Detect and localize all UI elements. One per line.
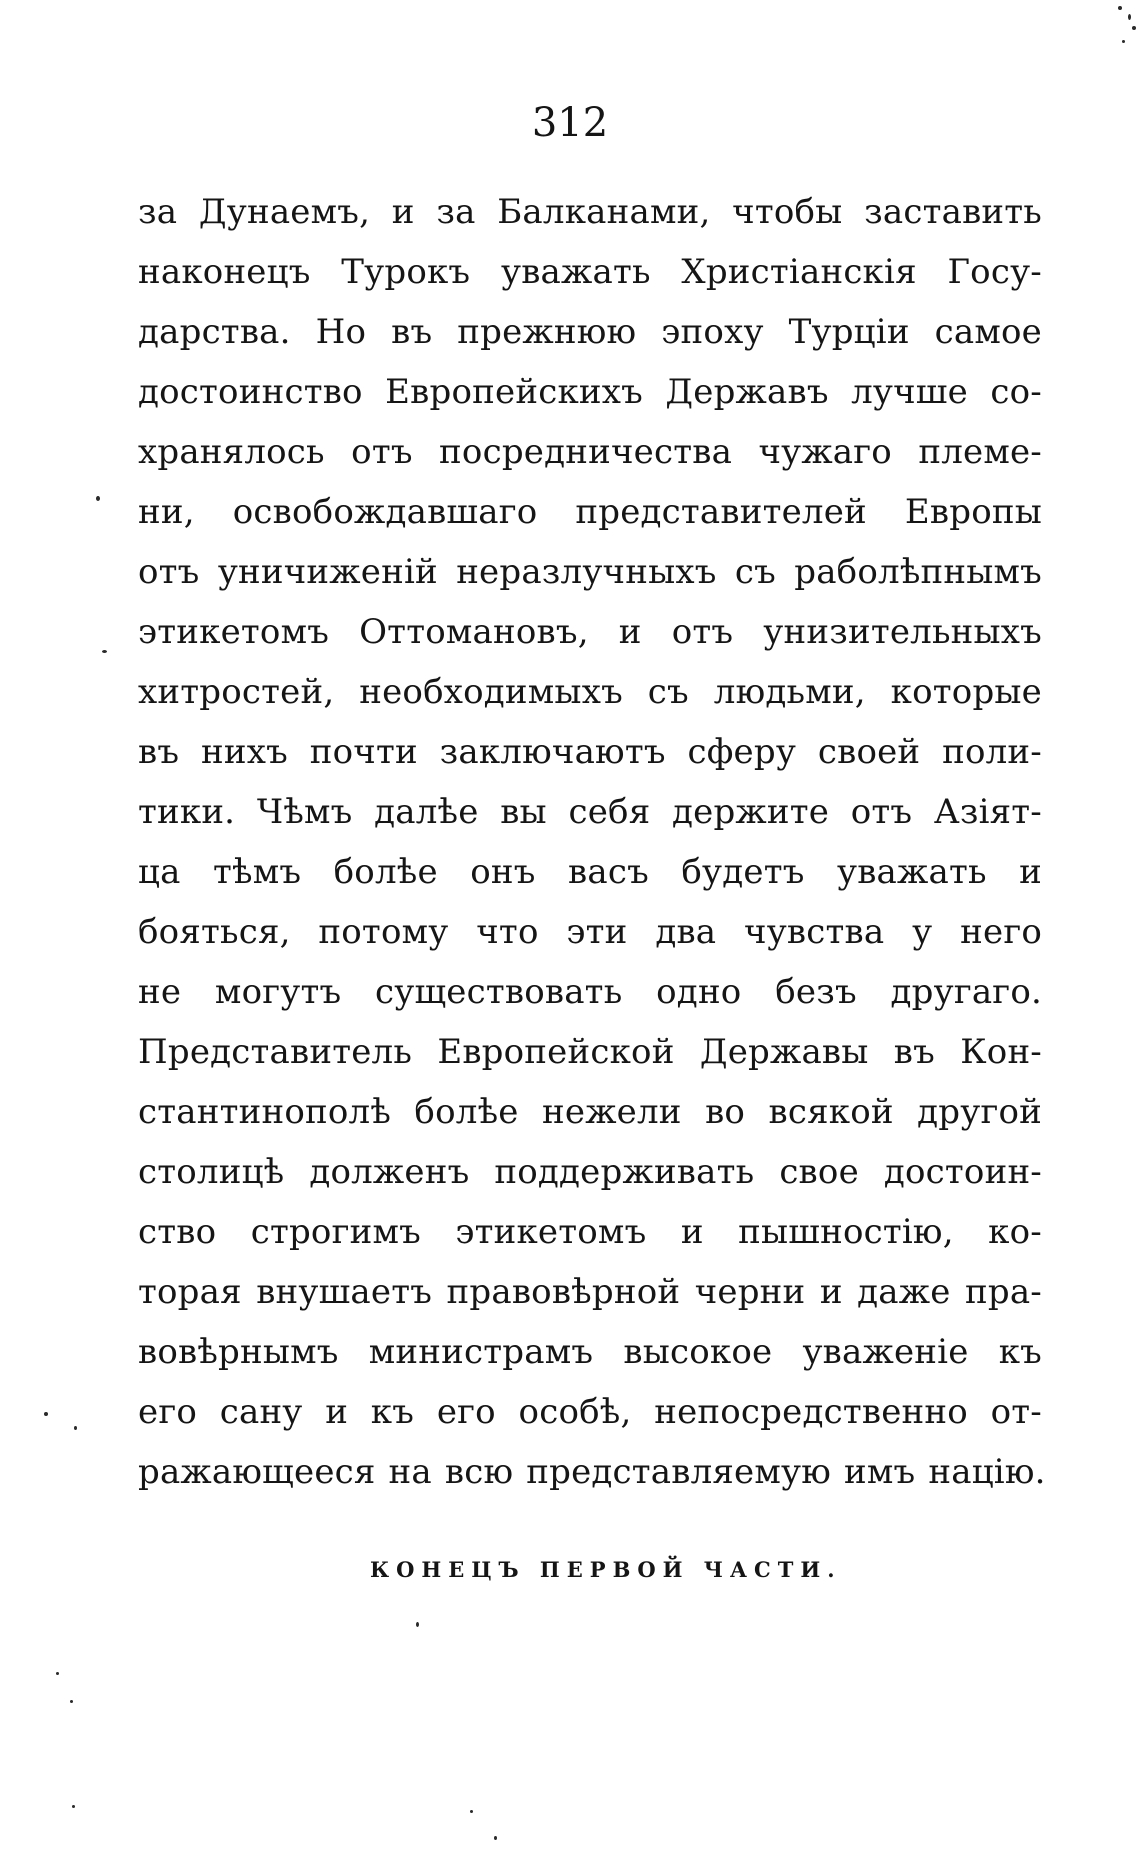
text-line: этикетомъ Оттомановъ, и отъ унизительныхъ	[138, 612, 1042, 652]
text-line: наконецъ Турокъ уважать Христіанскія Госу-	[138, 252, 1042, 292]
text-line: отъ уничиженій неразлучныхъ съ раболѣпнымъ	[138, 552, 1042, 592]
scan-speck	[470, 1810, 473, 1813]
scan-speck	[1128, 14, 1131, 20]
text-line: тики. Чѣмъ далѣе вы себя держите отъ Азіят-	[138, 792, 1042, 832]
scan-speck	[102, 650, 107, 653]
scan-speck	[44, 1412, 48, 1416]
scan-speck	[1122, 40, 1125, 43]
text-line: вовѣрнымъ министрамъ высокое уваженіе къ	[138, 1332, 1042, 1372]
end-of-part-caption: КОНЕЦЪ ПЕРВОЙ ЧАСТИ.	[370, 1557, 842, 1582]
text-line: столицѣ долженъ поддерживать свое достоин-	[138, 1152, 1042, 1192]
scan-speck	[494, 1836, 497, 1840]
body-text	[138, 182, 1046, 1502]
scan-speck	[72, 1805, 75, 1808]
scan-speck	[56, 1672, 59, 1675]
text-line: достоинство Европейскихъ Державъ лучше со-	[138, 372, 1042, 412]
text-line: его сану и къ его особѣ, непосредственно от-	[138, 1392, 1042, 1432]
text-line: стантинополѣ болѣе нежели во всякой другой	[138, 1092, 1042, 1132]
text-line: не могутъ существовать одно безъ другаго.	[138, 972, 1042, 1012]
text-line: хитростей, необходимыхъ съ людьми, которые	[138, 672, 1042, 712]
scan-speck	[70, 1700, 73, 1703]
text-line: ни, освобождавшаго представителей Европы	[138, 492, 1042, 532]
text-line: торая внушаетъ правовѣрной черни и даже пра-	[138, 1272, 1042, 1312]
page-number: 312	[531, 100, 609, 146]
scan-speck	[1132, 26, 1136, 30]
text-line: ство строгимъ этикетомъ и пышностію, ко-	[138, 1212, 1042, 1252]
scan-speck	[1118, 6, 1122, 10]
text-line: Представитель Европейской Державы въ Кон-	[138, 1032, 1042, 1072]
text-line: ражающееся на всю представляемую имъ націю.	[138, 1452, 1046, 1492]
text-line: ца тѣмъ болѣе онъ васъ будетъ уважать и	[138, 852, 1042, 892]
scan-speck	[416, 1622, 419, 1627]
text-line: хранялось отъ посредничества чужаго племе-	[138, 432, 1042, 472]
text-line: бояться, потому что эти два чувства у него	[138, 912, 1042, 952]
scan-speck	[96, 496, 100, 501]
text-line: дарства. Но въ прежнюю эпоху Турціи самое	[138, 312, 1042, 352]
text-line: въ нихъ почти заключаютъ сферу своей поли-	[138, 732, 1042, 772]
scan-speck	[74, 1426, 77, 1430]
text-line: за Дунаемъ, и за Балканами, чтобы заставить	[138, 192, 1042, 232]
